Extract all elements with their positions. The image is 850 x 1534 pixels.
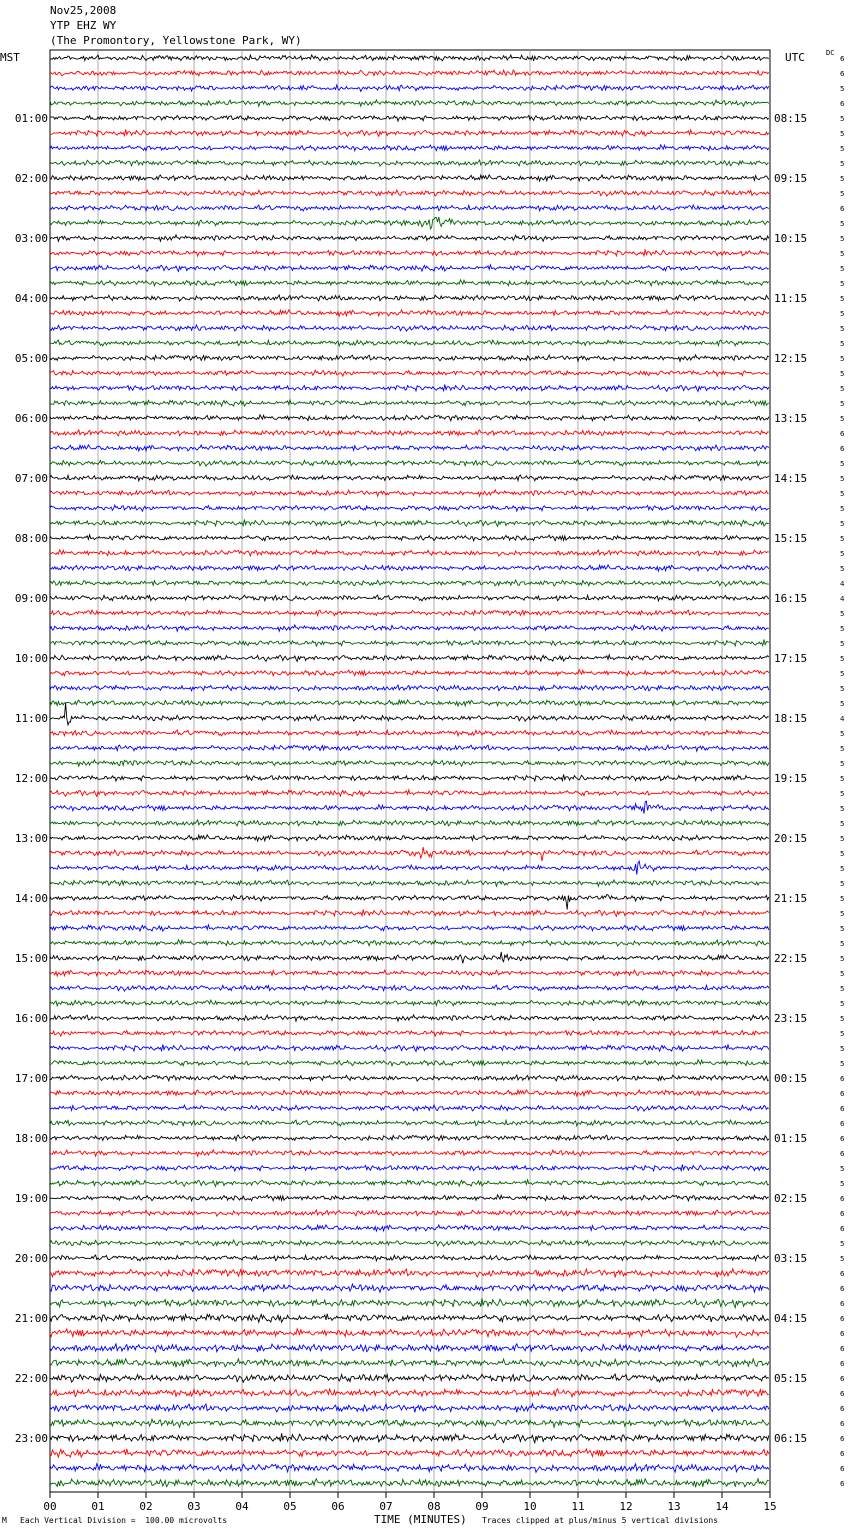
right-hour-label-2015: 20:15 (774, 832, 808, 845)
trace-row-17 (50, 310, 769, 316)
left-hour-label-0800: 08:00 (14, 532, 48, 545)
dc-offset-71: 6 (840, 1120, 845, 1128)
clip-note: Traces clipped at plus/minus 5 vertical divisions (482, 1516, 719, 1525)
dc-offset-50: 5 (840, 805, 845, 813)
trace-row-84 (50, 1314, 769, 1322)
trace-row-74 (50, 1165, 769, 1172)
date-label: Nov25,2008 (50, 4, 117, 17)
trace-row-83 (50, 1298, 769, 1307)
dc-offset-59: 5 (840, 940, 845, 948)
trace-row-1 (50, 70, 769, 76)
dc-offset-1: 6 (840, 70, 845, 78)
dc-offset-27: 5 (840, 460, 845, 468)
trace-row-57 (50, 910, 769, 917)
trace-row-27 (50, 460, 769, 466)
dc-offset-2: 5 (840, 85, 845, 93)
dc-offset-5: 5 (840, 130, 845, 138)
right-hour-label-0415: 04:15 (774, 1312, 808, 1325)
right-hour-label-0315: 03:15 (774, 1252, 808, 1265)
trace-row-30 (50, 505, 769, 511)
right-hour-label-0915: 09:15 (774, 172, 808, 185)
dc-offset-90: 6 (840, 1405, 845, 1413)
trace-row-75 (50, 1180, 769, 1187)
dc-offset-40: 5 (840, 655, 845, 663)
trace-row-46 (50, 745, 769, 751)
x-tick-label-09: 09 (475, 1500, 489, 1513)
scale-note: Each Vertical Division = 100.00 microvolts (20, 1516, 228, 1525)
trace-row-67 (50, 1060, 769, 1066)
dc-offset-46: 5 (840, 745, 845, 753)
trace-row-23 (50, 400, 769, 406)
dc-offset-9: 5 (840, 190, 845, 198)
dc-offset-14: 5 (840, 265, 845, 273)
dc-offset-91: 6 (840, 1420, 845, 1428)
trace-row-41 (50, 670, 769, 676)
x-tick-label-12: 12 (619, 1500, 633, 1513)
dc-offset-13: 5 (840, 250, 845, 258)
dc-offset-69: 6 (840, 1090, 845, 1098)
trace-row-87 (50, 1359, 769, 1368)
trace-row-7 (50, 160, 769, 166)
right-hour-label-0815: 08:15 (774, 112, 808, 125)
dc-offset-35: 4 (840, 580, 845, 588)
trace-row-70 (50, 1105, 769, 1111)
trace-row-39 (50, 640, 769, 647)
dc-offset-51: 5 (840, 820, 845, 828)
trace-row-6 (50, 145, 769, 151)
trace-row-95 (50, 1479, 769, 1488)
dc-offset-7: 5 (840, 160, 845, 168)
trace-row-29 (50, 490, 769, 496)
location-label: (The Promontory, Yellowstone Park, WY) (50, 34, 302, 47)
dc-offset-63: 5 (840, 1000, 845, 1008)
dc-offset-74: 5 (840, 1165, 845, 1173)
station-label: YTP EHZ WY (50, 19, 117, 32)
trace-row-89 (50, 1389, 769, 1397)
dc-offset-28: 5 (840, 475, 845, 483)
left-hour-label-0400: 04:00 (14, 292, 48, 305)
trace-row-10 (50, 205, 769, 211)
dc-offset-16: 5 (840, 295, 845, 303)
trace-row-3 (50, 100, 769, 106)
trace-row-16 (50, 295, 769, 301)
x-tick-label-04: 04 (235, 1500, 249, 1513)
trace-row-58 (50, 925, 769, 931)
dc-offset-36: 4 (840, 595, 845, 603)
dc-offset-64: 5 (840, 1015, 845, 1023)
right-hour-label-0015: 00:15 (774, 1072, 808, 1085)
trace-row-53 (50, 847, 769, 861)
left-hour-label-0500: 05:00 (14, 352, 48, 365)
dc-offset-21: 5 (840, 370, 845, 378)
trace-row-77 (50, 1210, 769, 1216)
trace-row-31 (50, 520, 769, 527)
left-hour-label-0600: 06:00 (14, 412, 48, 425)
x-tick-label-14: 14 (715, 1500, 729, 1513)
dc-offset-48: 5 (840, 775, 845, 783)
trace-row-54 (50, 861, 769, 875)
trace-row-40 (50, 655, 769, 662)
trace-row-37 (50, 610, 769, 616)
dc-offset-53: 5 (840, 850, 845, 858)
right-hour-label-0115: 01:15 (774, 1132, 808, 1145)
trace-row-62 (50, 985, 769, 991)
trace-row-45 (50, 730, 769, 736)
left-hour-label-0100: 01:00 (14, 112, 48, 125)
right-hour-label-2315: 23:15 (774, 1012, 808, 1025)
dc-offset-76: 6 (840, 1195, 845, 1203)
trace-row-86 (50, 1344, 769, 1352)
trace-row-28 (50, 475, 769, 481)
trace-row-50 (50, 801, 769, 814)
dc-offset-68: 6 (840, 1075, 845, 1083)
dc-offset-26: 6 (840, 445, 845, 453)
dc-offset-72: 6 (840, 1135, 845, 1143)
dc-offset-15: 5 (840, 280, 845, 288)
dc-offset-3: 6 (840, 100, 845, 108)
right-hour-label-1015: 10:15 (774, 232, 808, 245)
dc-offset-32: 5 (840, 535, 845, 543)
dc-offset-92: 6 (840, 1435, 845, 1443)
left-hour-label-1500: 15:00 (14, 952, 48, 965)
right-hour-label-1715: 17:15 (774, 652, 808, 665)
trace-row-88 (50, 1374, 769, 1382)
left-hour-label-0200: 02:00 (14, 172, 48, 185)
dc-offset-67: 5 (840, 1060, 845, 1068)
dc-offset-95: 6 (840, 1480, 845, 1488)
x-tick-label-15: 15 (763, 1500, 777, 1513)
dc-offset-81: 6 (840, 1270, 845, 1278)
dc-offset-22: 5 (840, 385, 845, 393)
trace-row-80 (50, 1255, 769, 1261)
trace-row-51 (50, 820, 769, 826)
dc-offset-37: 5 (840, 610, 845, 618)
dc-offset-44: 4 (840, 715, 845, 723)
trace-row-34 (50, 565, 769, 571)
dc-offset-82: 6 (840, 1285, 845, 1293)
dc-offset-20: 5 (840, 355, 845, 363)
trace-row-82 (50, 1284, 769, 1292)
trace-row-5 (50, 130, 769, 137)
trace-row-92 (50, 1433, 769, 1442)
dc-offset-87: 6 (840, 1360, 845, 1368)
left-hour-label-1900: 19:00 (14, 1192, 48, 1205)
right-hour-label-2115: 21:15 (774, 892, 808, 905)
trace-row-78 (50, 1225, 769, 1231)
dc-offset-18: 5 (840, 325, 845, 333)
dc-offset-4: 5 (840, 115, 845, 123)
left-hour-label-2300: 23:00 (14, 1432, 48, 1445)
trace-row-21 (50, 370, 769, 376)
x-tick-label-05: 05 (283, 1500, 297, 1513)
trace-row-11 (50, 217, 769, 229)
trace-row-63 (50, 1000, 769, 1006)
dc-label: DC (826, 49, 835, 57)
trace-row-59 (50, 940, 769, 946)
x-tick-label-03: 03 (187, 1500, 201, 1513)
x-tick-label-10: 10 (523, 1500, 537, 1513)
dc-offset-38: 5 (840, 625, 845, 633)
trace-row-68 (50, 1075, 769, 1081)
trace-row-22 (50, 385, 769, 392)
trace-row-0 (50, 55, 769, 61)
dc-offset-70: 6 (840, 1105, 845, 1113)
left-hour-label-1700: 17:00 (14, 1072, 48, 1085)
dc-offset-30: 5 (840, 505, 845, 513)
trace-row-42 (50, 685, 769, 691)
dc-offset-19: 5 (840, 340, 845, 348)
dc-offset-60: 5 (840, 955, 845, 963)
dc-offset-23: 5 (840, 400, 845, 408)
dc-offset-86: 6 (840, 1345, 845, 1353)
trace-row-9 (50, 190, 769, 196)
dc-offset-83: 6 (840, 1300, 845, 1308)
dc-offset-54: 5 (840, 865, 845, 873)
dc-offset-6: 5 (840, 145, 845, 153)
dc-offset-47: 5 (840, 760, 845, 768)
footer-mark: M (2, 1516, 7, 1525)
dc-offset-8: 5 (840, 175, 845, 183)
trace-row-65 (50, 1031, 769, 1037)
dc-offset-41: 5 (840, 670, 845, 678)
left-hour-label-1400: 14:00 (14, 892, 48, 905)
trace-row-24 (50, 415, 769, 421)
dc-offset-66: 5 (840, 1045, 845, 1053)
trace-row-13 (50, 250, 769, 257)
trace-row-19 (50, 340, 769, 346)
dc-offset-42: 5 (840, 685, 845, 693)
dc-offset-89: 6 (840, 1390, 845, 1398)
left-hour-label-2000: 20:00 (14, 1252, 48, 1265)
x-tick-label-01: 01 (91, 1500, 105, 1513)
dc-offset-84: 6 (840, 1315, 845, 1323)
left-hour-label-2200: 22:00 (14, 1372, 48, 1385)
right-hour-label-0215: 02:15 (774, 1192, 808, 1205)
left-timezone-label: MST (0, 51, 20, 64)
right-hour-label-1815: 18:15 (774, 712, 808, 725)
dc-offset-25: 6 (840, 430, 845, 438)
x-tick-label-07: 07 (379, 1500, 393, 1513)
trace-row-71 (50, 1120, 769, 1126)
dc-offset-62: 5 (840, 985, 845, 993)
trace-row-47 (50, 760, 769, 766)
dc-offset-17: 5 (840, 310, 845, 318)
left-hour-label-1100: 11:00 (14, 712, 48, 725)
x-tick-label-06: 06 (331, 1500, 345, 1513)
right-hour-label-1515: 15:15 (774, 532, 808, 545)
trace-row-94 (50, 1464, 769, 1473)
dc-offset-79: 5 (840, 1240, 845, 1248)
right-timezone-label: UTC (785, 51, 805, 64)
trace-row-26 (50, 445, 769, 451)
dc-offset-24: 5 (840, 415, 845, 423)
x-tick-label-00: 00 (43, 1500, 57, 1513)
left-hour-label-0900: 09:00 (14, 592, 48, 605)
dc-offset-61: 5 (840, 970, 845, 978)
dc-offset-39: 5 (840, 640, 845, 648)
x-tick-label-02: 02 (139, 1500, 153, 1513)
dc-offset-52: 5 (840, 835, 845, 843)
right-hour-label-1915: 19:15 (774, 772, 808, 785)
dc-offset-77: 6 (840, 1210, 845, 1218)
trace-row-35 (50, 580, 769, 586)
trace-row-43 (50, 700, 769, 706)
dc-offset-10: 6 (840, 205, 845, 213)
trace-row-25 (50, 430, 769, 436)
dc-offset-49: 5 (840, 790, 845, 798)
trace-row-81 (50, 1269, 769, 1278)
dc-offset-65: 5 (840, 1030, 845, 1038)
trace-row-76 (50, 1195, 769, 1201)
dc-offset-12: 5 (840, 235, 845, 243)
dc-offset-55: 5 (840, 880, 845, 888)
right-hour-label-1415: 14:15 (774, 472, 808, 485)
trace-row-36 (50, 595, 769, 601)
trace-row-91 (50, 1419, 769, 1427)
trace-row-64 (50, 1015, 769, 1021)
dc-offset-34: 5 (840, 565, 845, 573)
trace-row-72 (50, 1135, 769, 1141)
trace-row-14 (50, 265, 769, 272)
dc-offset-11: 5 (840, 220, 845, 228)
trace-row-66 (50, 1045, 769, 1052)
trace-row-69 (50, 1090, 769, 1096)
trace-row-4 (50, 116, 769, 122)
trace-row-55 (50, 880, 769, 886)
x-tick-label-11: 11 (571, 1500, 585, 1513)
left-hour-label-1800: 18:00 (14, 1132, 48, 1145)
right-hour-label-1215: 12:15 (774, 352, 808, 365)
dc-offset-75: 5 (840, 1180, 845, 1188)
right-hour-label-2215: 22:15 (774, 952, 808, 965)
left-hour-label-1200: 12:00 (14, 772, 48, 785)
left-hour-label-0300: 03:00 (14, 232, 48, 245)
dc-offset-94: 6 (840, 1465, 845, 1473)
trace-row-90 (50, 1404, 769, 1413)
trace-row-93 (50, 1449, 769, 1457)
left-hour-label-2100: 21:00 (14, 1312, 48, 1325)
dc-offset-0: 6 (840, 55, 845, 63)
right-hour-label-1115: 11:15 (774, 292, 808, 305)
dc-offset-31: 5 (840, 520, 845, 528)
dc-offset-43: 5 (840, 700, 845, 708)
trace-row-79 (50, 1240, 769, 1246)
trace-row-2 (50, 85, 769, 91)
left-hour-label-0700: 07:00 (14, 472, 48, 485)
dc-offset-56: 5 (840, 895, 845, 903)
dc-offset-78: 6 (840, 1225, 845, 1233)
dc-offset-57: 5 (840, 910, 845, 918)
trace-row-49 (50, 790, 769, 797)
dc-offset-85: 6 (840, 1330, 845, 1338)
trace-row-15 (50, 280, 769, 286)
left-hour-label-1600: 16:00 (14, 1012, 48, 1025)
right-hour-label-0515: 05:15 (774, 1372, 808, 1385)
trace-row-8 (50, 175, 769, 181)
trace-row-73 (50, 1150, 769, 1156)
x-axis-label: TIME (MINUTES) (374, 1513, 467, 1526)
trace-row-61 (50, 970, 769, 976)
x-tick-label-08: 08 (427, 1500, 441, 1513)
trace-row-12 (50, 235, 769, 241)
trace-row-18 (50, 325, 769, 331)
trace-row-52 (50, 835, 769, 841)
trace-row-56 (50, 895, 769, 910)
right-hour-label-1315: 13:15 (774, 412, 808, 425)
trace-row-48 (50, 775, 769, 782)
dc-offset-33: 5 (840, 550, 845, 558)
dc-offset-80: 5 (840, 1255, 845, 1263)
trace-row-20 (50, 355, 769, 361)
trace-row-32 (50, 535, 769, 541)
dc-offset-73: 6 (840, 1150, 845, 1158)
dc-offset-45: 5 (840, 730, 845, 738)
right-hour-label-1615: 16:15 (774, 592, 808, 605)
trace-row-44 (50, 703, 769, 725)
dc-offset-93: 6 (840, 1450, 845, 1458)
trace-row-38 (50, 625, 769, 631)
dc-offset-88: 6 (840, 1375, 845, 1383)
left-hour-label-1000: 10:00 (14, 652, 48, 665)
dc-offset-29: 5 (840, 490, 845, 498)
trace-row-85 (50, 1329, 769, 1338)
x-tick-label-13: 13 (667, 1500, 681, 1513)
trace-row-60 (50, 952, 769, 963)
trace-row-33 (50, 550, 769, 556)
left-hour-label-1300: 13:00 (14, 832, 48, 845)
dc-offset-58: 5 (840, 925, 845, 933)
right-hour-label-0615: 06:15 (774, 1432, 808, 1445)
